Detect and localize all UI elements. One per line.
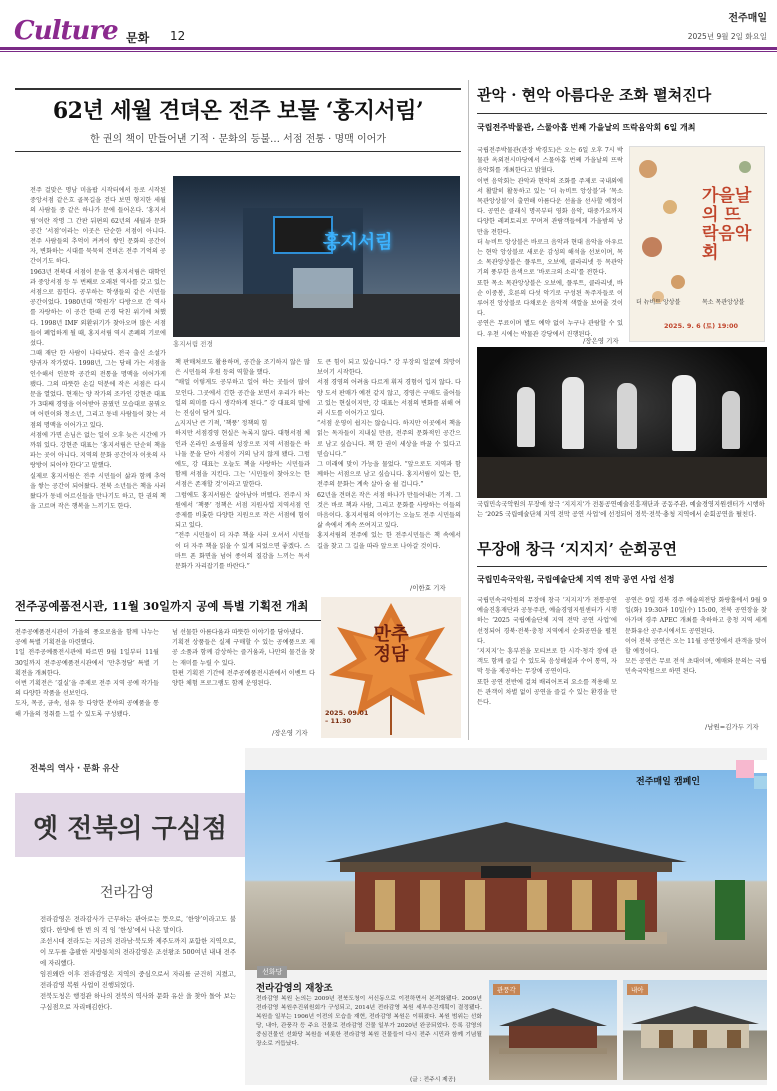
main-body-col1-end (15, 528, 165, 584)
header-rule-thin (0, 51, 777, 52)
poster-date: 2025. 9. 6 (토) 19:00 (664, 322, 739, 330)
main-body-col1: 전주 걸맞은 명남 미을팝 시작터에서 등로 시작된 중앙서점 같은흐 골목길을 걷다 보면 형지한 세월의 사람들 중 같은 하나가 문에 들어온다. ‘홍지서림’이란 작명 그 간판 뒤편의 62년의 세월과 문화 공간 ‘서점’이라는 이곳은 단순한 서점이 아니다. 전주 사람들의 추억이 켜켜이 쌓인 문화의 공간이자, 변화하는 시대를 묵묵히 견뎌온 전주 기억의 공간이기도 하다. 1963년 전북대 서점이 문을 연 홍지서림은 대학인과 중앙서점 등 두 번째로 오래된 역사를 갖고 있는 서점으로 꼽힌다. 공부하는 학생들의 같은 시민들 공간이었다. 1980년대 ‘학원가’ 다방으로 간 역사를 자랑하는 이 공간 한때 곤경 닥친 위기에 처했다. 1998년 IMF 외환위기가 찾아오며 많은 서점들이 폐업하게 될 때, 홍지서림 역시 존폐의 기로에 섰다. 그때 재단 한 사람이 나타났다. 전국 출신 소설가 양귀자 작가였다. 1998년, 그는 당해 가는 서점을 인수해서 인문학 공간의 전통을 명맥을 이어가게 됐다. 그의 따뜻한 손길 덕분에 작은 서점은 다시 문을 열었다. 현재는 양 작가의 조카인 강현준 대표가 3대째 경영을 이어받아 꿈꿨던 모습대로 꿈꿔오며 어린이와 청소년, 그리고 동네 사람들이 찾는 서점의 명맥을 이어가고 있다. 서점에 가면 손님은 없는 일이 오후 늦은 시간에 가까워 있다. 강현준 대표는 ‘홍지서림은 단순히 책을 파는 곳이 아니다. 지역의 문화 공간이자 이웃의 사랑방이 되어야 한다’고 말했다. 실제로 홍지서림은 전주 시민들이 삶과 함께 추억을 쌓는 공간이 되어왔다. 전북 소년들은 책을 사러 왔다가 동네 어르신들을 만나기도 하고, 한 권의 책을 고르며 작은 행복을 느끼기도 한다. (30, 187, 166, 511)
poster-title: 가을날의 뜨락음악회 (702, 186, 752, 263)
naea-label: 내아 (627, 984, 648, 995)
section-title-en: Culture (14, 16, 118, 46)
header-rule (0, 47, 777, 50)
main-body-col3: 도 큰 힘이 되고 있습니다.” 강 부장의 얼굴에 희망이 보이기 시작한다. 서점 경영의 어려움 다르게 휘저 경험이 입지 않다. 다양 도서 판매가 예전 같지 않고, 경영은 구매도 줄어들고 있는 현실이지만, 강 대표는 서점의 변화를 위해 여러 시도를 이어가고 있다. “서점 운영이 쉽지는 않습니다. 하지만 이곳에서 책을 읽는 독자들이 지내실 만큼, 전주의 문화적인 공간으로 남고 싶습니다. 책 한 권이 세상을 바꿀 수 있다고 믿습니다.” 그 미래에 맞이 가능을 물었다. “앞으로도 지역과 함께하는 서점으로 남고 싶습니다. 홍지서림이 있는 한, 전주의 문화는 계속 살아 숨 쉴 겁니다.” 62년을 견뎌온 작은 서점 하나가 만들어내는 기적. 그것은 바로 책과 사람, 그리고 문화를 사랑하는 이들의 마음이다. 홍지서림의 이야기는 오늘도 전주 시민들의 삶 속에서 계속 쓰여지고 있다. 홍지서림의 전주에 있는 한 전주시민들은 책 속에서 길을 찾고 그 길을 따라 앞으로 나아갈 것이다. (317, 359, 461, 550)
changgeuk-subheadline: 국립민속국악원, 국립예술단체 지역 전막 공연 사업 선정 (477, 575, 675, 584)
main-byline: /이한효 기자 (410, 584, 446, 592)
naea-photo (623, 980, 767, 1080)
changgeuk-stage-photo (477, 347, 767, 498)
gwanpunggak-photo (489, 980, 617, 1080)
rebuild-headline: 전라감영의 재창조 (256, 983, 333, 994)
exhibition-body-col1: 전주공예품전시관이 가을의 풍요로움을 함께 나누는 공예 특별 기획전을 마련했다. 1일 전주공예품전시관에 따르면 9월 1일부터 11월 30일까지 전주공예품전시관에서 ‘만추정담’ 특별 기획전을 개최한다. 이번 기획전은 ‘결실’을 주제로 전주 지역 공예 작가들의 다양한 작품을 선보인다. 도자, 목공, 금속, 섬유 등 다양한 분야의 공예품을 통해 가을의 정취를 느낄 수 있도록 구성됐다. (15, 629, 159, 718)
issue-date: 2025년 9월 2일 화요일 (687, 32, 767, 41)
stage-photo-caption: 국립민속국악원의 무장애 창극 ‘지지지’가 전통공연예술진흥재단과 공동주관, 예술경영지원센터가 시행하는 ‘2025 국립예술단체 지역 전막 공연 사업’에 선정되어 경북·전북·충청 지역에서 순회공연을 펼친다. (477, 501, 765, 518)
exhibition-poster-title: 만추정담 (373, 624, 409, 665)
exhibition-poster (321, 597, 461, 738)
changgeuk-rule (477, 566, 767, 567)
bookstore-sign: 홍지서림 (323, 232, 393, 253)
gwanpunggak-label: 관풍각 (493, 984, 520, 995)
campaign-label: 전주매일 캠페인 (636, 777, 700, 787)
newspaper-name: 전주매일 (728, 13, 767, 24)
page-number: 12 (170, 29, 186, 43)
decor-square (736, 760, 754, 778)
heritage-series-tag: 전북의 역사 · 문화 유산 (30, 764, 119, 774)
exhibition-poster-date: 2025. 09.01 – 11.30 (325, 709, 369, 725)
naea-building-illustration (623, 980, 767, 1080)
column-divider (468, 80, 469, 740)
main-body-col2: 책 판매처로도 활용하며, 공간을 조기하지 않은 많은 시민들의 후원 등의 역할을 했다. “매일 이렇게도 공부하고 일어 하는 곳들이 많이 모인다. 그곳에서 긴한 공간을 보면서 우리가 하는 일의 의미를 다시 생각하게 된다.” 강 대표의 말에는 진심이 담겨 있다. △지지난 큰 기적, ‘책풍’ 정책의 힘 하지만 서점경영 현실은 녹록지 않다. 대형서점 체인과 온라인 쇼핑몰의 성장으로 지역 서점들은 하나둘 문을 닫아 서점이 거의 남지 않게 됐다. 그럼에도, 강 대표는 오늘도 책을 사랑하는 시민들과 함께 서점을 지킨다. 그는 ‘시민들이 찾아오는 한 서점은 존재할 것’이라고 말한다. 그럼에도 홍지서림은 살아남아 버텼다. 전주시 차원에서 ‘책풍’ 정책은 서점 지원사업 지역서점 인증제를 비롯한 다양한 지원으로 작은 서점에 힘이 되고 있다. “전주 시민들이 더 자주 책을 사러 오셔서 시민들이 더 자주 책을 읽을 수 있게 되었으면 좋겠다. 스마트 폰 화면을 넘어 종이의 질감을 느끼는 독서 문화가 자리잡기를 바란다.” (175, 359, 310, 571)
concert-headline: 관악 · 현악 아름다운 조화 펼쳐진다 (477, 86, 712, 104)
concert-subheadline: 국립전주박물관, 스물아홉 번째 가을날의 뜨락음악회 6일 개최 (477, 123, 696, 132)
exhibition-headline: 전주공예품전시관, 11월 30일까지 공예 특별 기획전 개최 (15, 599, 309, 613)
rebuild-byline: (글 : 전주시 제공) (410, 1077, 456, 1083)
concert-rule (477, 113, 767, 114)
exhibition-body-col2: 넘 선물한 아름다움과 따뜻한 이야기를 담아냈다. 기획전 상품들은 실제 구매할 수 있는 공예품으로 제공 소품과 함께 감상하는 즐거움과, 나만의 물건을 찾는 재미를 누릴 수 있다. 한편 기획전 기간에 전주공예품전시관에서 이벤트 다양한 체험 프로그램도 함께 운영된다. (172, 629, 315, 688)
heritage-body: 전라감영은 전라감사가 근무하는 관아로는 뜻으로, ‘한양’이라고도 불렸다. 한양에 한 번 의 직 임 ‘한성’에서 나온 말이다. 조선시대 전라도는 지금의 전라남·북도와 제주도까지 포함한 지역으로, 이 모두를 총괄한 지방통치의 전라감영은 조선왕조 500여년 내내 전주에 자리했다. 임진왜란 이후 전라감영은 지역의 중심으로서 자리를 굳건히 지켰고, 전라감영 복원 사업이 진행되었다. 전북도청은 행정관 하나의 전북의 역사와 문화 유산 을 찾아 돌아 보는 구심점으로 자리매김한다. (40, 915, 236, 1011)
concert-body: 국립전주박물관(관장 박경도)은 오는 6일 오후 7시 박물관 옥외전시마당에서 스물아홉 번째 가을날의 뜨락음악회를 개최한다고 밝혔다. 이번 음악회는 관악과 현악의 조화를 주제로 국내외에서 활발히 활동하고 있는 ‘더 뉴비트 앙상블’과 ‘목소 목관앙상블’이 출연해 아름다운 선율을 선사할 예정이다. 공연은 클래식 명곡부터 영화 음악, 대중가요까지 다양한 레퍼토리로 꾸며져 관람객들에게 가을밤의 낭만을 전한다. 더 뉴비트 앙상블은 바로크 음악과 현대 음악을 아우르는 현악 앙상블로 새로운 감성의 해석을 선보이며, 목소 목관앙상블은 플루트, 오보에, 클라리넷 등 목관악기의 풍부한 음색으로 ‘바로크의 소리’를 전한다. 또한 목소 목관앙상블은 오보에, 플루트, 클라리넷, 바순 이중봉, 호른의 다섯 악기로 구성된 독주자들로 이루어진 앙상블로 다채로운 음악적 색깔을 보여줄 것이다. 공연은 무료이며 별도 예약 없이 누구나 관람할 수 있다. 우천 시에는 박물관 강당에서 진행된다. (477, 147, 623, 338)
exhibition-byline: /장은영 기자 (272, 729, 308, 737)
changgeuk-headline: 무장애 창극 ‘지지지’ 순회공연 (477, 540, 677, 558)
poster-ensemble-1: 더 뉴비트 앙상블 (636, 299, 681, 306)
hanok-building-illustration (245, 770, 767, 970)
heritage-title: 옛 전북의 구심점 (33, 814, 227, 844)
changgeuk-byline: /남원=김가두 기자 (705, 723, 759, 731)
changgeuk-body-col2: 공연은 9일 경북 경주 예술의전당 화랑홀에서 9월 9일(화) 19:30과 10일(수) 15:00, 전북 공연장을 찾아가며 경주 APEC 개최를 축하하고 충청 지역 세계문화유산 공주시에서도 공연된다. 이어 전북 공연은 오는 11월 공연장에서 관객을 맞이할 예정이다. 모든 공연은 무료 전석 초대이며, 예매와 문의는 국립민속국악원으로 하면 된다. (625, 597, 767, 676)
heritage-subtitle: 전라감영 (100, 885, 155, 901)
concert-byline: /장은영 기자 (583, 337, 619, 345)
decor-square (754, 776, 767, 789)
bookstore-photo (173, 176, 460, 337)
main-headline: 62년 세월 견뎌온 전주 보물 ‘홍지서림’ (52, 98, 424, 124)
photo-caption: 홍지서림 전경 (173, 340, 213, 348)
jeollagamyeong-photo (245, 770, 767, 970)
pavilion-illustration (489, 980, 617, 1080)
concert-poster (629, 146, 765, 342)
section-title-ko: 문화 (126, 31, 150, 45)
main-subheadline: 한 권의 책이 만들어낸 기적 · 문화의 등불… 서점 전통 · 명맥 이어가 (89, 134, 386, 145)
changgeuk-body-col1: 국립민속국악원의 무장애 창극 ‘지지지’가 전통공연예술진흥재단과 공동주관, 예술경영지원센터가 시행하는 ‘2025 국립예술단체 지역 전막 공연 사업’에 선정되어 경북·전북·충청 지역에서 순회공연을 펼친다. ‘지지지’는 흥부전을 모티브로 한 시각·청각 장애 관객도 함께 즐길 수 있도록 음성해설과 수어 통역, 자막 등을 제공하는 무장애 공연이다. 또한 공연 전반에 걸쳐 배리어프리 요소를 적용해 모든 관객이 차별 없이 공연을 즐길 수 있는 환경을 만든다. (477, 597, 617, 707)
decor-square (754, 760, 767, 773)
poster-ensemble-2: 목소 목관앙상블 (702, 299, 745, 306)
seonhwadang-label: 선화당 (257, 966, 287, 978)
rebuild-body: 전라감영 복원 논의는 2009년 전북도청이 서신동으로 이전하면서 본격화됐다. 2009년 전라감영 복원추진위원회가 구성되고, 2014년 전라감영 복원 세부추진계획이 결정됐다. 복원을 일부는 1906년 이전의 모습을 재현, 전라감영 복원은 이뤄졌다. 복원 범위는 선화당, 내아, 관풍각 등 주요 건물로 전라감영 건물 일부가 2020년 완공되었다. 등록 감영의 중심건물인 선화당 복원을 비롯한 전라감영 복원 건물들이 다시 전주 시민과 함께 기념될 장소로 거듭났다. (256, 996, 482, 1047)
